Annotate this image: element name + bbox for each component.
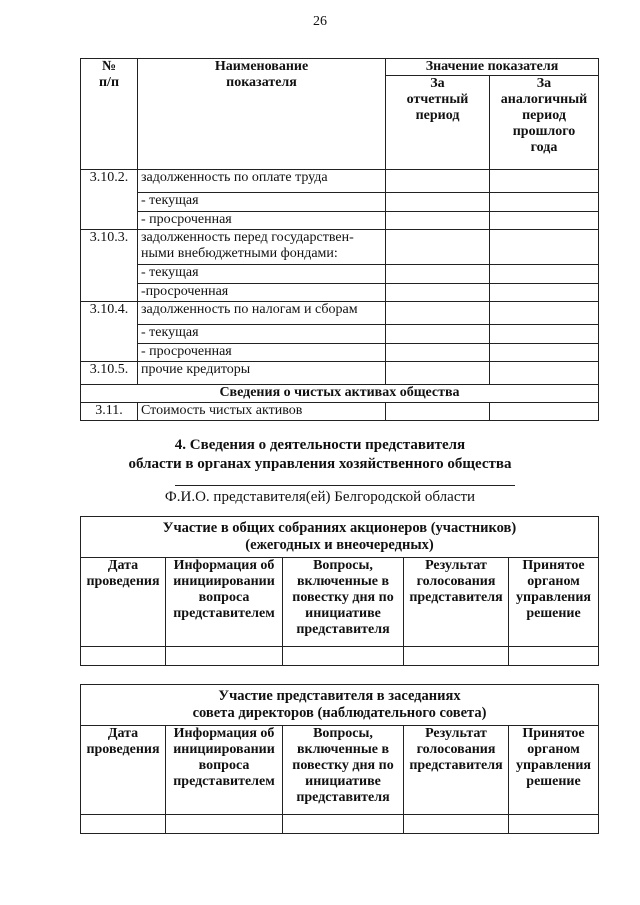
value-cell [490, 403, 599, 421]
indicators-table [80, 58, 599, 421]
value-cell [386, 265, 490, 284]
header-no: № п/п [81, 59, 138, 170]
section-row [81, 385, 599, 403]
section4-heading: 4. Сведения о деятельности представителя области в органах управления хозяйственного общества [128, 437, 512, 472]
row-number: 3.10.3. [81, 230, 138, 302]
row-number: 3.10.4. [81, 302, 138, 362]
value-cell [490, 325, 599, 344]
value-cell [386, 403, 490, 421]
value-cell [386, 212, 490, 230]
table-title: Участие в общих собраниях акционеров (участников) (ежегодных и внеочередных) [81, 517, 599, 558]
value-cell [490, 193, 599, 212]
column-header: Вопросы, включенные в повестку дня по инициативе представителя [283, 558, 404, 647]
row-label: - просроченная [138, 344, 386, 362]
header-current-period: За отчетный период [386, 76, 490, 170]
table-row [81, 647, 599, 666]
table-header-row [81, 59, 599, 76]
page-number: 26 [313, 14, 327, 29]
value-cell [490, 212, 599, 230]
table-row [81, 284, 599, 302]
table-row [81, 230, 599, 265]
table-row [81, 325, 599, 344]
table-row [81, 362, 599, 385]
value-cell [386, 344, 490, 362]
row-label: - текущая [138, 325, 386, 344]
empty-cell [166, 647, 283, 666]
table-row [81, 815, 599, 834]
empty-cell [509, 647, 599, 666]
column-header: Результат голосования представителя [404, 558, 509, 647]
empty-cell [81, 815, 166, 834]
header-value: Значение показателя [386, 59, 599, 76]
row-label: задолженность перед государствен- ными внебюджетными фондами: [138, 230, 386, 265]
value-cell [490, 302, 599, 325]
row-label: прочие кредиторы [138, 362, 386, 385]
value-cell [386, 302, 490, 325]
value-cell [386, 284, 490, 302]
value-cell [490, 230, 599, 265]
column-header: Результат голосования представителя [404, 726, 509, 815]
value-cell [386, 193, 490, 212]
empty-cell [283, 647, 404, 666]
column-header: Принятое органом управления решение [509, 558, 599, 647]
header-previous-period: За аналогичный период прошлого года [490, 76, 599, 170]
section-title: Сведения о чистых активах общества [81, 385, 599, 403]
value-cell [490, 362, 599, 385]
column-header: Дата проведения [81, 558, 166, 647]
column-header: Информация об инициировании вопроса представителем [166, 558, 283, 647]
row-label: - просроченная [138, 212, 386, 230]
empty-cell [81, 647, 166, 666]
table-row [81, 193, 599, 212]
header-name: Наименование показателя [138, 59, 386, 170]
empty-cell [283, 815, 404, 834]
column-header: Принятое органом управления решение [509, 726, 599, 815]
row-label: задолженность по налогам и сборам [138, 302, 386, 325]
table-row [81, 344, 599, 362]
board-meetings-table [80, 684, 599, 834]
column-header: Информация об инициировании вопроса представителем [166, 726, 283, 815]
value-cell [490, 170, 599, 193]
table-row [81, 170, 599, 193]
empty-cell [404, 815, 509, 834]
empty-cell [166, 815, 283, 834]
table-row [81, 265, 599, 284]
column-header: Дата проведения [81, 726, 166, 815]
column-header: Вопросы, включенные в повестку дня по инициативе представителя [283, 726, 404, 815]
table-title: Участие представителя в заседаниях совета директоров (наблюдательного совета) [81, 685, 599, 726]
table-row [81, 302, 599, 325]
value-cell [490, 344, 599, 362]
row-number: 3.10.2. [81, 170, 138, 230]
empty-cell [404, 647, 509, 666]
value-cell [386, 170, 490, 193]
value-cell [386, 230, 490, 265]
row-label: -просроченная [138, 284, 386, 302]
row-label: Стоимость чистых активов [138, 403, 386, 421]
shareholder-meetings-table [80, 516, 599, 666]
table-row [81, 212, 599, 230]
row-number: 3.11. [81, 403, 138, 421]
empty-cell [509, 815, 599, 834]
row-label: - текущая [138, 193, 386, 212]
value-cell [386, 325, 490, 344]
row-number: 3.10.5. [81, 362, 138, 385]
value-cell [386, 362, 490, 385]
value-cell [490, 284, 599, 302]
row-label: задолженность по оплате труда [138, 170, 386, 193]
signature-line [175, 485, 515, 486]
table-row [81, 403, 599, 421]
value-cell [490, 265, 599, 284]
row-label: - текущая [138, 265, 386, 284]
fio-caption: Ф.И.О. представителя(ей) Белгородской области [164, 489, 476, 505]
